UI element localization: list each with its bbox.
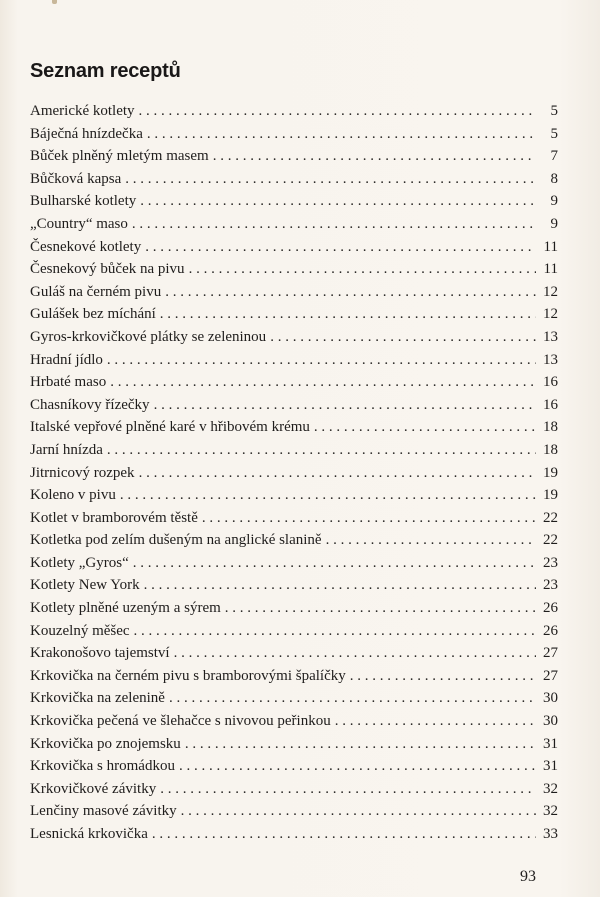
recipe-title: Lenčiny masové závitky xyxy=(30,803,177,820)
recipe-page-number: 23 xyxy=(543,577,558,594)
toc-entry xyxy=(30,439,558,462)
dot-leader xyxy=(189,258,536,281)
recipe-page-number: 9 xyxy=(550,193,558,210)
dot-leader xyxy=(326,529,536,552)
dot-leader xyxy=(350,665,536,688)
recipe-page-number: 18 xyxy=(543,441,558,458)
dot-leader xyxy=(335,710,536,733)
recipe-page-number: 30 xyxy=(543,690,558,707)
toc-entry xyxy=(30,665,558,688)
dot-leader xyxy=(120,484,536,507)
dot-leader xyxy=(202,507,536,530)
toc-entry xyxy=(30,620,558,643)
recipe-title: Kouzelný měšec xyxy=(30,622,130,639)
recipe-title: Kotlety New York xyxy=(30,577,140,594)
dot-leader xyxy=(107,349,536,372)
recipe-title: Jarní hnízda xyxy=(30,441,103,458)
recipe-title: Kotlety plněné uzeným a sýrem xyxy=(30,600,221,617)
recipe-title: Chasníkovy řízečky xyxy=(30,396,150,413)
toc-entry xyxy=(30,123,558,146)
toc-entry xyxy=(30,326,558,349)
dot-leader xyxy=(110,371,536,394)
recipe-title: Guláš na černém pivu xyxy=(30,283,162,300)
recipe-page-number: 13 xyxy=(543,351,558,368)
recipe-title: Italské vepřové plněné karé v hřibovém krému xyxy=(30,419,310,436)
recipe-page-number: 12 xyxy=(543,283,558,300)
dot-leader xyxy=(139,100,536,123)
recipe-page-number: 5 xyxy=(550,125,558,142)
recipe-title: Kotlet v bramborovém těstě xyxy=(30,509,198,526)
page-title: Seznam receptů xyxy=(30,60,181,82)
recipe-page-number: 18 xyxy=(543,419,558,436)
toc-entry xyxy=(30,574,558,597)
recipe-page-number: 26 xyxy=(543,622,558,639)
recipe-title: Bůček plněný mletým masem xyxy=(30,148,209,165)
recipe-title: Krkovička pečená ve šlehačce s nivovou peřinkou xyxy=(30,713,331,730)
toc-entry xyxy=(30,778,558,801)
toc-entry xyxy=(30,552,558,575)
toc-entry xyxy=(30,258,558,281)
dot-leader xyxy=(185,733,536,756)
recipe-page-number: 8 xyxy=(550,170,558,187)
recipe-page-number: 16 xyxy=(543,396,558,413)
dot-leader xyxy=(213,145,536,168)
recipe-title: Krkovička s hromádkou xyxy=(30,758,175,775)
dot-leader xyxy=(165,281,536,304)
dot-leader xyxy=(145,236,536,259)
toc-entry xyxy=(30,100,558,123)
recipe-title: Bůčková kapsa xyxy=(30,170,122,187)
toc-entry xyxy=(30,145,558,168)
recipe-page-number: 32 xyxy=(543,780,558,797)
toc-entry xyxy=(30,507,558,530)
page-number: 93 xyxy=(520,868,536,885)
toc-entry xyxy=(30,755,558,778)
toc-entry xyxy=(30,213,558,236)
recipe-page-number: 31 xyxy=(543,735,558,752)
recipe-page-number: 23 xyxy=(543,554,558,571)
toc-entry xyxy=(30,281,558,304)
recipe-title: Jitrnicový rozpek xyxy=(30,464,135,481)
toc-entry xyxy=(30,394,558,417)
recipe-page-number: 31 xyxy=(543,758,558,775)
recipe-page-number: 11 xyxy=(543,238,558,255)
dot-leader xyxy=(132,213,536,236)
recipe-page-number: 9 xyxy=(550,215,558,232)
recipe-page-number: 22 xyxy=(543,509,558,526)
dot-leader xyxy=(139,462,536,485)
toc-entry xyxy=(30,800,558,823)
recipe-title: Krakonošovo tajemství xyxy=(30,645,170,662)
recipe-page-number: 11 xyxy=(543,261,558,278)
toc-entry xyxy=(30,416,558,439)
recipe-title: Gulášek bez míchání xyxy=(30,306,156,323)
recipe-page-number: 13 xyxy=(543,328,558,345)
toc-entry xyxy=(30,733,558,756)
recipe-title: Lesnická krkovička xyxy=(30,826,148,842)
recipe-page-number: 27 xyxy=(543,667,558,684)
toc-entry xyxy=(30,823,558,846)
recipe-index xyxy=(30,100,558,846)
recipe-title: Kotletka pod zelím dušeným na anglické slanině xyxy=(30,532,322,549)
toc-entry xyxy=(30,236,558,259)
recipe-title: Česnekový bůček na pivu xyxy=(30,261,185,278)
recipe-page-number: 12 xyxy=(543,306,558,323)
toc-entry xyxy=(30,303,558,326)
recipe-page-number: 33 xyxy=(543,826,558,842)
recipe-page-number: 30 xyxy=(543,713,558,730)
recipe-page-number: 19 xyxy=(543,464,558,481)
recipe-title: Gyros-krkovičkové plátky se zeleninou xyxy=(30,328,267,345)
dot-leader xyxy=(133,552,536,575)
dot-leader xyxy=(169,687,536,710)
dot-leader xyxy=(125,168,536,191)
dot-leader xyxy=(160,303,536,326)
recipe-title: Česnekové kotlety xyxy=(30,238,142,255)
dot-leader xyxy=(154,394,536,417)
recipe-page-number: 16 xyxy=(543,374,558,391)
recipe-title: Hrbaté maso xyxy=(30,374,107,391)
dot-leader xyxy=(107,439,536,462)
recipe-page-number: 32 xyxy=(543,803,558,820)
toc-entry xyxy=(30,642,558,665)
dot-leader xyxy=(179,755,536,778)
recipe-page-number: 26 xyxy=(543,600,558,617)
recipe-title: Americké kotlety xyxy=(30,103,135,119)
toc-entry xyxy=(30,462,558,485)
recipe-page-number: 19 xyxy=(543,487,558,504)
recipe-title: Krkovičkové závitky xyxy=(30,780,157,797)
toc-entry xyxy=(30,349,558,372)
toc-entry xyxy=(30,710,558,733)
dot-leader xyxy=(140,190,536,213)
toc-entry xyxy=(30,168,558,191)
recipe-page-number: 27 xyxy=(543,645,558,662)
recipe-title: Báječná hnízdečka xyxy=(30,125,143,142)
dot-leader xyxy=(134,620,536,643)
dot-leader xyxy=(174,642,536,665)
page-corner-mark xyxy=(52,0,57,4)
recipe-page-number: 22 xyxy=(543,532,558,549)
toc-entry xyxy=(30,687,558,710)
recipe-title: Hradní jídlo xyxy=(30,351,103,368)
recipe-title: Krkovička na černém pivu s bramborovými špalíčky xyxy=(30,667,346,684)
toc-entry xyxy=(30,597,558,620)
recipe-title: Bulharské kotlety xyxy=(30,193,137,210)
recipe-title: Koleno v pivu xyxy=(30,487,116,504)
recipe-title: Krkovička po znojemsku xyxy=(30,735,181,752)
recipe-title: „Country“ maso xyxy=(30,215,128,232)
dot-leader xyxy=(225,597,536,620)
dot-leader xyxy=(147,123,536,146)
toc-entry xyxy=(30,484,558,507)
recipe-page-number: 7 xyxy=(550,148,558,165)
dot-leader xyxy=(152,823,536,846)
dot-leader xyxy=(160,778,536,801)
toc-entry xyxy=(30,371,558,394)
toc-entry xyxy=(30,190,558,213)
recipe-page-number: 5 xyxy=(550,103,558,119)
recipe-title: Kotlety „Gyros“ xyxy=(30,554,129,571)
recipe-title: Krkovička na zelenině xyxy=(30,690,165,707)
dot-leader xyxy=(314,416,536,439)
dot-leader xyxy=(181,800,536,823)
dot-leader xyxy=(270,326,536,349)
dot-leader xyxy=(144,574,536,597)
toc-entry xyxy=(30,529,558,552)
